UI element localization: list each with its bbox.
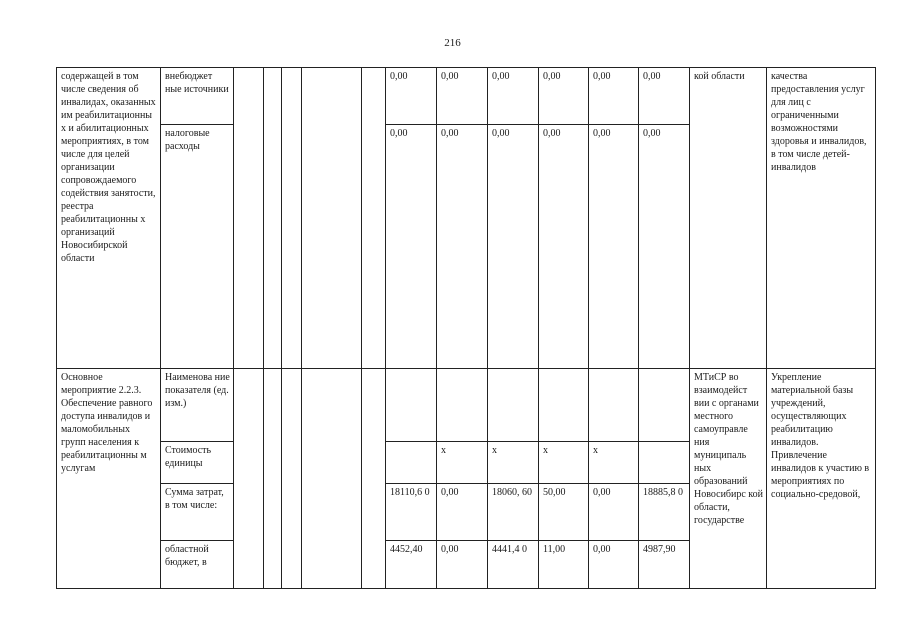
table-row: [57, 369, 876, 442]
funding-source-label: внебюджет ные источники: [161, 68, 234, 125]
value-cell: 18060, 60: [488, 484, 539, 541]
value-cell: 0,00: [386, 68, 437, 125]
value-cell: 0,00: [539, 125, 589, 369]
value-cell: [589, 369, 639, 442]
indicator-label: областной бюджет, в: [161, 541, 234, 589]
value-cell: 0,00: [437, 125, 488, 369]
value-cell: х: [589, 442, 639, 484]
table-row: [57, 68, 876, 125]
value-cell: [386, 369, 437, 442]
value-cell: 0,00: [386, 125, 437, 369]
executor-cell: МТиСР во взаимодейст вии с органами местного самоуправле ния муниципаль ных образований Новосибирс кой области, государстве: [690, 369, 767, 589]
indicator-label: Сумма затрат, в том числе:: [161, 484, 234, 541]
program-table: [56, 67, 876, 589]
executor-cell: кой области: [690, 68, 767, 369]
value-cell: 0,00: [589, 125, 639, 369]
value-cell: [539, 369, 589, 442]
value-cell: [386, 442, 437, 484]
value-cell: 0,00: [488, 68, 539, 125]
value-cell: х: [437, 442, 488, 484]
value-cell: 50,00: [539, 484, 589, 541]
expected-result-cell: Укрепление материальной базы учреждений, осуществляющих реабилитацию инвалидов. Привлечение инвалидов к участию в мероприятиях по социально-средовой,: [767, 369, 876, 589]
page-number: 216: [444, 37, 461, 49]
value-cell: 0,00: [437, 68, 488, 125]
value-cell: 4987,90: [639, 541, 690, 589]
funding-source-label: налоговые расходы: [161, 125, 234, 369]
indicator-label: Стоимость единицы: [161, 442, 234, 484]
event-description-cell: Основное мероприятие 2.2.3. Обеспечение равного доступа инвалидов и маломобильных групп населения к реабилитационны м услугам: [57, 369, 161, 589]
value-cell: [437, 369, 488, 442]
indicator-label: Наименова ние показателя (ед. изм.): [161, 369, 234, 442]
value-cell: х: [488, 442, 539, 484]
value-cell: 0,00: [589, 68, 639, 125]
value-cell: 4441,4 0: [488, 541, 539, 589]
value-cell: 0,00: [437, 484, 488, 541]
value-cell: [639, 369, 690, 442]
value-cell: [488, 369, 539, 442]
value-cell: 0,00: [539, 68, 589, 125]
expected-result-cell: качества предоставления услуг для лиц с ограниченными возможностями здоровья и инвалидов, в том числе детей-инвалидов: [767, 68, 876, 369]
value-cell: 18110,6 0: [386, 484, 437, 541]
value-cell: 0,00: [639, 68, 690, 125]
value-cell: 18885,8 0: [639, 484, 690, 541]
value-cell: [639, 442, 690, 484]
event-description-cell: содержащей в том числе сведения об инвалидах, оказанных им реабилитационны х и абилитационных мероприятиях, в том числе для целей организации сопровождаемого содействия занятости, реестра реабилитационны х организаций Новосибирской области: [57, 68, 161, 369]
value-cell: х: [539, 442, 589, 484]
value-cell: 0,00: [589, 484, 639, 541]
value-cell: 0,00: [589, 541, 639, 589]
value-cell: 0,00: [488, 125, 539, 369]
value-cell: 11,00: [539, 541, 589, 589]
value-cell: 0,00: [639, 125, 690, 369]
value-cell: 0,00: [437, 541, 488, 589]
value-cell: 4452,40: [386, 541, 437, 589]
